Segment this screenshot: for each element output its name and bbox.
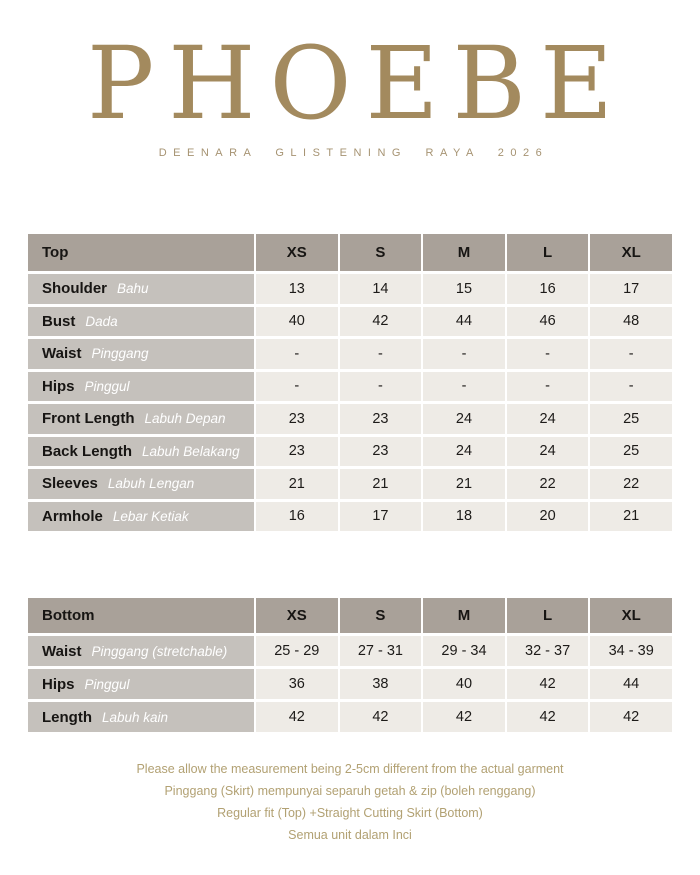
measurement-value: -: [590, 372, 672, 402]
measurement-row-label: [28, 307, 254, 337]
measurement-name-malay: Pinggul: [84, 676, 130, 692]
measurement-name-malay: Dada: [85, 313, 118, 329]
note-line: Please allow the measurement being 2-5cm different from the actual garment: [136, 762, 564, 776]
brand-title: PHOEBE: [87, 25, 627, 142]
measurement-row-label: [28, 339, 254, 369]
bottom-measurements-table: [28, 598, 672, 732]
measurement-row-label: [28, 636, 254, 666]
measurement-value: 25: [590, 437, 672, 467]
measurement-name-en: Bust: [42, 312, 76, 330]
measurement-value: 21: [256, 469, 338, 499]
measurement-value: 15: [423, 274, 505, 304]
measurement-value: 24: [423, 437, 505, 467]
measurement-value: -: [507, 372, 589, 402]
measurement-value: 24: [507, 404, 589, 434]
measurement-name-en: Front Length: [42, 410, 135, 428]
measurement-value: 40: [256, 307, 338, 337]
measurement-value: 13: [256, 274, 338, 304]
measurement-name-malay: Pinggang: [91, 346, 149, 362]
note-line: Semua unit dalam Inci: [288, 828, 412, 842]
measurement-name-malay: Bahu: [117, 281, 149, 297]
measurement-value: -: [590, 339, 672, 369]
measurement-value: 24: [507, 437, 589, 467]
size-column-header-xs: XS: [256, 234, 338, 271]
measurement-value: 22: [590, 469, 672, 499]
measurement-value: 42: [340, 702, 422, 732]
measurement-value: 34 - 39: [590, 636, 672, 666]
measurement-value: 22: [507, 469, 589, 499]
measurement-value: 46: [507, 307, 589, 337]
measurement-value: -: [423, 339, 505, 369]
measurement-value: 42: [590, 702, 672, 732]
measurement-row-label: [28, 404, 254, 434]
measurement-value: 29 - 34: [423, 636, 505, 666]
measurement-value: -: [256, 339, 338, 369]
note-line: Pinggang (Skirt) mempunyai separuh getah & zip (boleh renggang): [164, 784, 536, 798]
measurement-name-en: Shoulder: [42, 280, 108, 298]
measurement-name-malay: Pinggang (stretchable): [91, 643, 228, 659]
measurement-value: 24: [423, 404, 505, 434]
measurement-value: 23: [256, 437, 338, 467]
measurement-name-malay: Labuh Depan: [144, 411, 226, 427]
measurement-name-en: Armhole: [42, 507, 103, 525]
size-column-header-l: L: [507, 598, 589, 633]
measurement-value: 25: [590, 404, 672, 434]
size-column-header-l: L: [507, 234, 589, 271]
measurement-value: 18: [423, 502, 505, 532]
note-line: Regular fit (Top) +Straight Cutting Skirt (Bottom): [217, 806, 483, 820]
measurement-value: 42: [507, 669, 589, 699]
measurement-value: 42: [423, 702, 505, 732]
measurement-notes: [0, 758, 700, 846]
measurement-name-en: Waist: [42, 345, 82, 363]
measurement-value: 48: [590, 307, 672, 337]
size-column-header-s: S: [340, 598, 422, 633]
measurement-value: 27 - 31: [340, 636, 422, 666]
measurement-value: -: [340, 339, 422, 369]
measurement-value: 42: [340, 307, 422, 337]
measurement-value: 16: [256, 502, 338, 532]
measurement-value: 25 - 29: [256, 636, 338, 666]
size-column-header-m: M: [423, 598, 505, 633]
measurement-value: 32 - 37: [507, 636, 589, 666]
measurement-value: -: [256, 372, 338, 402]
size-column-header-s: S: [340, 234, 422, 271]
measurement-value: 44: [590, 669, 672, 699]
measurement-row-label: [28, 372, 254, 402]
measurement-name-en: Waist: [42, 642, 82, 660]
measurement-value: 23: [340, 404, 422, 434]
measurement-value: 36: [256, 669, 338, 699]
measurement-name-malay: Labuh Lengan: [107, 476, 195, 492]
measurement-name-malay: Labuh kain: [102, 709, 169, 725]
measurement-value: 42: [256, 702, 338, 732]
top-measurements-table: [28, 234, 672, 531]
measurement-name-en: Back Length: [42, 442, 133, 460]
measurement-value: -: [507, 339, 589, 369]
size-column-header-m: M: [423, 234, 505, 271]
measurement-value: 21: [590, 502, 672, 532]
measurement-value: -: [423, 372, 505, 402]
measurement-value: 44: [423, 307, 505, 337]
measurement-value: 23: [256, 404, 338, 434]
measurement-value: 21: [423, 469, 505, 499]
measurement-row-label: [28, 274, 254, 304]
measurement-name-malay: Lebar Ketiak: [112, 508, 189, 524]
measurement-value: 17: [340, 502, 422, 532]
measurement-value: 40: [423, 669, 505, 699]
size-column-header-xs: XS: [256, 598, 338, 633]
measurement-value: 14: [340, 274, 422, 304]
measurement-row-label: [28, 669, 254, 699]
collection-subtitle: DEENARA GLISTENING RAYA 2026: [158, 147, 549, 159]
size-column-header-xl: XL: [590, 598, 672, 633]
measurement-value: 20: [507, 502, 589, 532]
measurement-name-en: Length: [42, 708, 92, 726]
measurement-value: -: [340, 372, 422, 402]
measurement-value: 21: [340, 469, 422, 499]
measurement-name-en: Sleeves: [42, 475, 98, 493]
measurement-name-en: Hips: [42, 377, 75, 395]
measurement-name-malay: Pinggul: [84, 378, 130, 394]
measurement-value: 23: [340, 437, 422, 467]
measurement-row-label: [28, 469, 254, 499]
size-column-header-xl: XL: [590, 234, 672, 271]
measurement-value: 17: [590, 274, 672, 304]
measurement-value: 38: [340, 669, 422, 699]
measurement-value: 16: [507, 274, 589, 304]
measurement-row-label: [28, 502, 254, 532]
measurement-row-label: [28, 702, 254, 732]
measurement-row-label: [28, 437, 254, 467]
top-table-title: Top: [28, 234, 254, 271]
measurement-value: 42: [507, 702, 589, 732]
bottom-table-title: Bottom: [28, 598, 254, 633]
measurement-name-malay: Labuh Belakang: [142, 443, 240, 459]
measurement-name-en: Hips: [42, 675, 75, 693]
